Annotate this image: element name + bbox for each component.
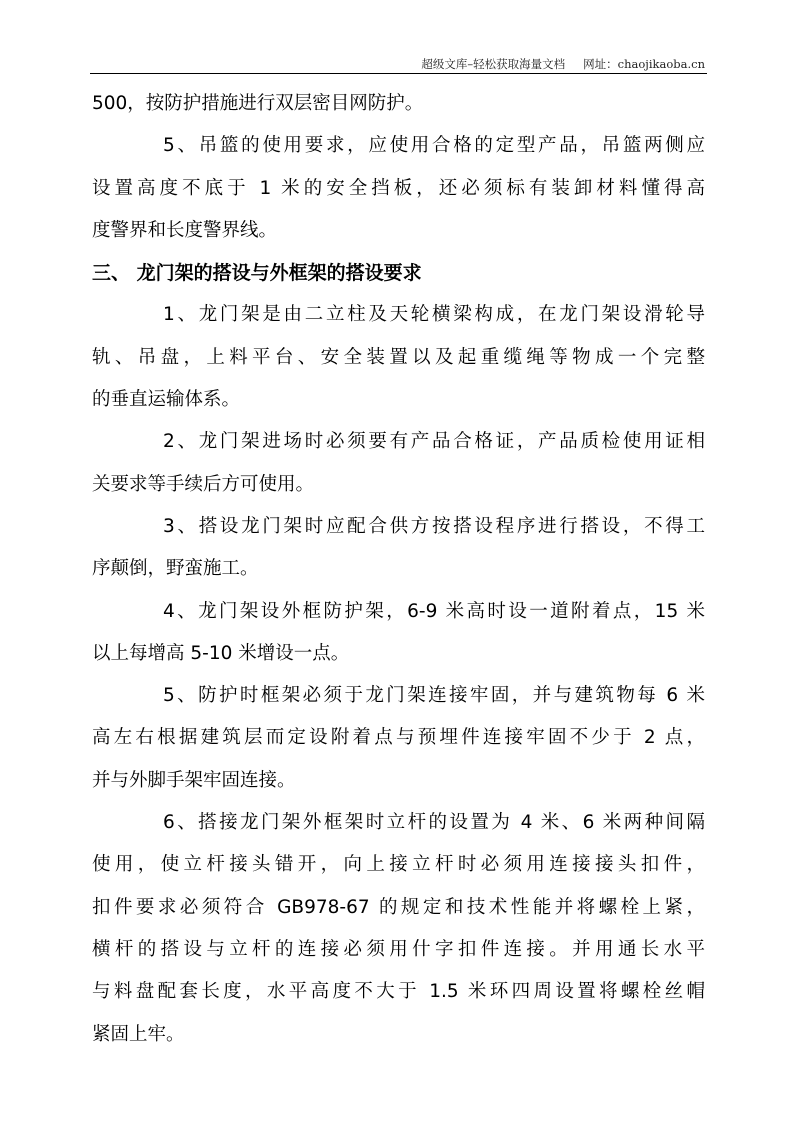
text-line: 设置高度不底于 1 米的安全挡板，还必须标有装卸材料懂得高 [92,177,705,199]
text-line: 4、龙门架设外框防护架，6-9 米高时设一道附着点，15 米 [163,600,705,622]
text-line: 并与外脚手架牢固连接。 [92,769,296,791]
text-line: 2、龙门架进场时必须要有产品合格证，产品质检使用证相 [163,431,705,453]
document-body [92,86,705,1059]
text-line: 轨、吊盘，上料平台、安全装置以及起重缆绳等物成一个完整 [92,346,705,368]
text-line: 5、防护时框架必须于龙门架连接牢固，并与建筑物每 6 米 [163,685,705,707]
text-line: 序颠倒，野蛮施工。 [92,558,259,580]
text-line: 使用，使立杆接头错开，向上接立杆时必须用连接接头扣件， [92,854,705,876]
text-line: 度警界和长度警界线。 [92,219,278,241]
page-header [92,56,705,72]
text-line: 高左右根据建筑层而定设附着点与预埋件连接牢固不少于 2 点， [92,727,705,749]
header-rule [90,73,707,74]
text-line: 与料盘配套长度，水平高度不大于 1.5 米环四周设置将螺栓丝帽 [92,981,705,1003]
text-line: 500，按防护措施进行双层密目网防护。 [92,93,424,114]
text-line: 6、搭接龙门架外框架时立杆的设置为 4 米、6 米两种间隔 [163,812,705,834]
text-line: 的垂直运输体系。 [92,389,241,411]
header-site-name: 超级文库–轻松获取海量文档 [421,57,566,71]
text-line: 关要求等手续后方可使用。 [92,473,315,495]
text-line: 1、龙门架是由二立柱及天轮横梁构成，在龙门架设滑轮导 [163,304,705,326]
header-url: 网址：chaojikaoba.cn [583,57,705,71]
text-line: 3、搭设龙门架时应配合供方按搭设程序进行搭设，不得工 [163,515,705,537]
text-line: 以上每增高 5-10 米增设一点。 [92,642,350,664]
text-line: 横杆的搭设与立杆的连接必须用什字扣件连接。并用通长水平 [92,938,705,960]
text-line: 5、吊篮的使用要求，应使用合格的定型产品，吊篮两侧应 [163,135,705,157]
text-line: 紧固上牢。 [92,1023,185,1045]
section-heading: 三、 龙门架的搭设与外框架的搭设要求 [92,262,422,285]
text-line: 扣件要求必须符合 GB978-67 的规定和技术性能并将螺栓上紧， [92,896,705,918]
